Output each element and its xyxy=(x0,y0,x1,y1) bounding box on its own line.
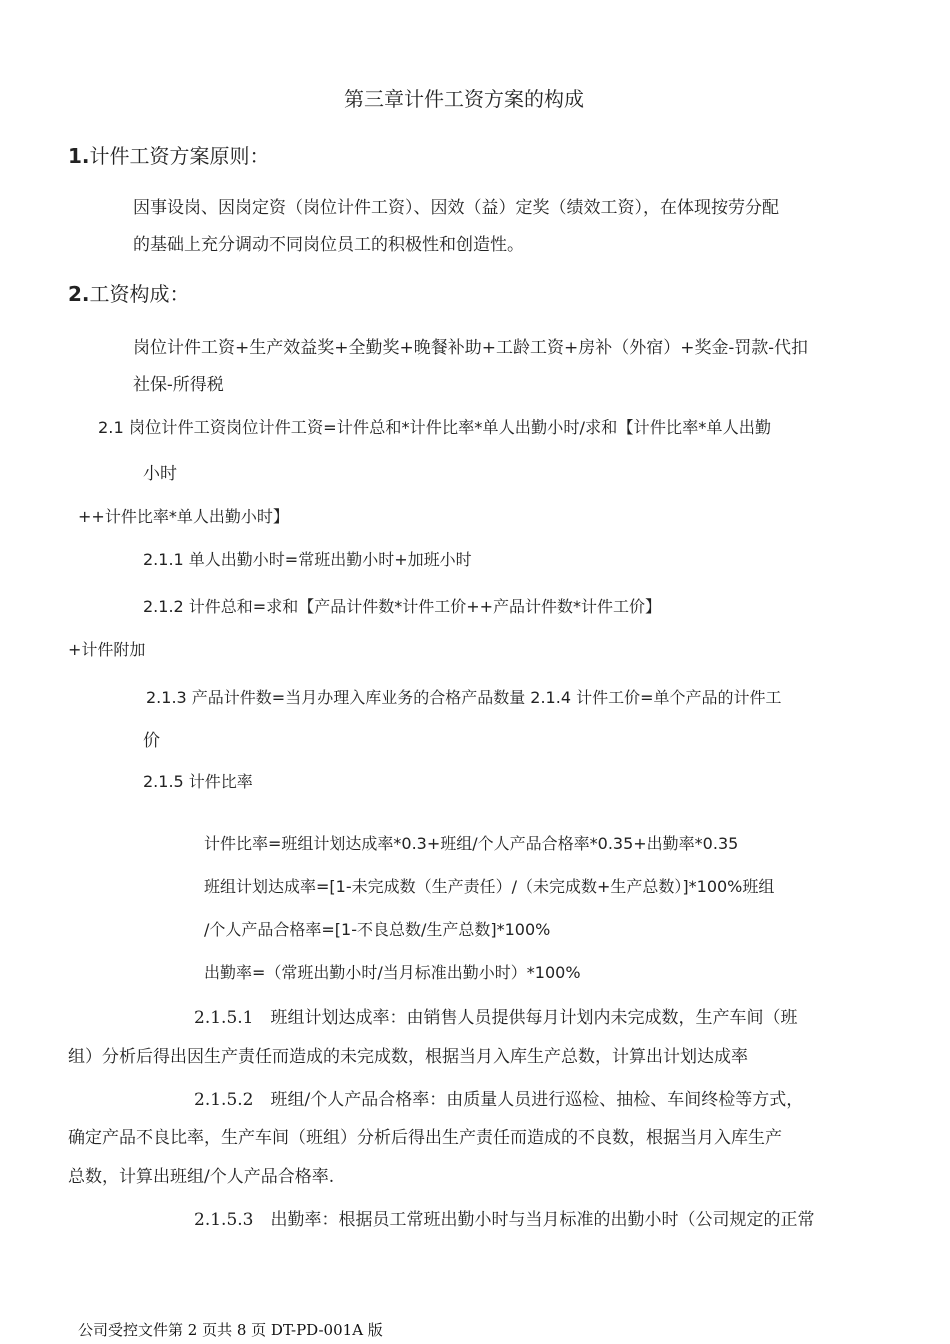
clause-2-1-2-line-1: 2.1.2 计件总和=求和【产品计件数*计件工价++产品计件数*计件工价】 xyxy=(143,597,662,616)
formula-attendance: 出勤率=（常班出勤小时/当月标准出勤小时）*100% xyxy=(204,963,581,982)
section-2-title: 工资构成： xyxy=(89,282,190,306)
clause-2-1-2-line-2: +计件附加 xyxy=(68,640,146,659)
section-1-number: 1. xyxy=(68,144,90,168)
section-2-line-2: 社保-所得税 xyxy=(133,375,224,395)
section-1-line-1: 因事设岗、因岗定资（岗位计件工资）、因效（益）定奖（绩效工资），在体现按劳分配 xyxy=(133,198,779,218)
section-1-line-2: 的基础上充分调动不同岗位员工的积极性和创造性。 xyxy=(133,235,524,255)
formula-pass-rate: /个人产品合格率=[1-不良总数/生产总数]*100% xyxy=(204,920,551,939)
section-2-heading xyxy=(68,282,190,306)
clause-2-1-line-1: 2.1 岗位计件工资岗位计件工资=计件总和*计件比率*单人出勤小时/求和【计件比率*单人出勤 xyxy=(98,418,772,437)
section-1-heading xyxy=(68,144,270,168)
chapter-title: 第三章计件工资方案的构成 xyxy=(344,87,584,111)
formula-plan-achievement: 班组计划达成率=[1-未完成数（生产责任）/（未完成数+生产总数）]*100%班组 xyxy=(204,877,775,896)
clause-2-1-5-2-line-1: 2.1.5.2 班组/个人产品合格率：由质量人员进行巡检、抽检、车间终检等方式， xyxy=(194,1090,804,1110)
section-1-title: 计件工资方案原则： xyxy=(89,144,270,168)
clause-2-1-line-3: ++计件比率*单人出勤小时】 xyxy=(78,507,289,526)
section-2-line-1: 岗位计件工资+生产效益奖+全勤奖+晚餐补助+工龄工资+房补（外宿）+奖金-罚款-代扣 xyxy=(133,338,808,358)
clause-2-1-5-1-line-1: 2.1.5.1 班组计划达成率：由销售人员提供每月计划内未完成数，生产车间（班 xyxy=(194,1008,798,1028)
clause-2-1-1: 2.1.1 单人出勤小时=常班出勤小时+加班小时 xyxy=(143,550,472,569)
page-footer: 公司受控文件第 2 页共 8 页 DT-PD-001A 版 xyxy=(78,1321,383,1339)
clause-2-1-3-line-1: 2.1.3 产品计件数=当月办理入库业务的合格产品数量 2.1.4 计件工价=单个产品的计件工 xyxy=(146,688,782,707)
clause-2-1-5-heading: 2.1.5 计件比率 xyxy=(143,772,253,791)
clause-2-1-3-line-2: 价 xyxy=(143,731,160,751)
section-2-number: 2. xyxy=(68,282,90,306)
clause-2-1-5-3-line-1: 2.1.5.3 出勤率：根据员工常班出勤小时与当月标准的出勤小时（公司规定的正常 xyxy=(194,1210,815,1230)
clause-2-1-5-2-line-3: 总数，计算出班组/个人产品合格率. xyxy=(68,1167,335,1187)
clause-2-1-5-2-line-2: 确定产品不良比率，生产车间（班组）分析后得出生产责任而造成的不良数，根据当月入库生产 xyxy=(68,1128,782,1148)
clause-2-1-5-1-line-2: 组）分析后得出因生产责任而造成的未完成数，根据当月入库生产总数，计算出计划达成率 xyxy=(68,1047,748,1067)
clause-2-1-line-2: 小时 xyxy=(143,464,177,484)
formula-piece-rate: 计件比率=班组计划达成率*0.3+班组/个人产品合格率*0.35+出勤率*0.35 xyxy=(204,834,739,853)
